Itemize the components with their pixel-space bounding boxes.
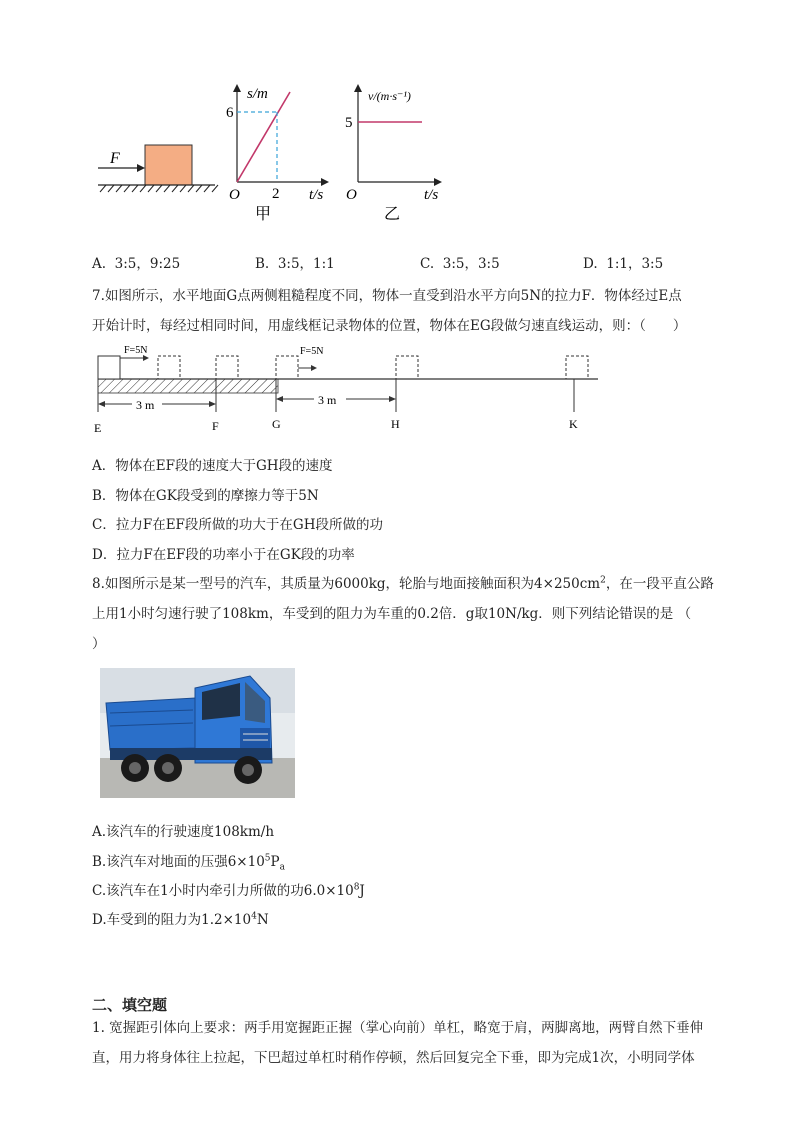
q7-option-a: A．物体在EF段的速度大于GH段的速度 bbox=[92, 458, 333, 474]
force-label: F=5N bbox=[300, 346, 324, 357]
q6-graph-s-t bbox=[225, 82, 335, 222]
origin-label: O bbox=[229, 187, 240, 203]
q6-option-c: C. 3:5，3:5 bbox=[420, 256, 500, 272]
q8-option-a: A.该汽车的行驶速度108km/h bbox=[92, 824, 275, 840]
point-label-e: E bbox=[94, 421, 102, 435]
point-label-h: H bbox=[391, 417, 400, 431]
q7-option-d: D．拉力F在EF段的功率小于在GK段的功率 bbox=[92, 547, 355, 563]
dump-truck-photo bbox=[100, 668, 295, 798]
point-label-f: F bbox=[212, 419, 219, 433]
q6-option-b: B. 3:5，1:1 bbox=[255, 256, 335, 272]
y-tick-label: 5 bbox=[345, 115, 353, 131]
q8-option-c: C.该汽车在1小时内牵引力所做的功$6.0\times 10^8J$ bbox=[92, 882, 365, 899]
force-label: F=5N bbox=[124, 345, 148, 356]
graph-caption: 乙 bbox=[384, 206, 401, 222]
q7-stem-line2: 开始计时，每经过相同时间，用虚线框记录物体的位置，物体在EG段做匀速直线运动，则：（ ） bbox=[92, 318, 687, 334]
origin-label: O bbox=[346, 187, 357, 203]
q7-option-c: C．拉力F在EF段所做的功大于在GH段所做的功 bbox=[92, 517, 383, 533]
q6-option-a: A. 3:5，9:25 bbox=[92, 256, 181, 272]
section-title: 二、填空题 bbox=[92, 996, 168, 1014]
x-axis-label: t/s bbox=[424, 187, 439, 203]
q8-stem-line1: 8.如图所示是某一型号的汽车，其质量为6000kg，轮胎与地面接触面积为$4\times 250cm^2$，在一段平直公路 bbox=[92, 575, 714, 592]
q8-option-d: D.车受到的阻力为$1.2\times 10^4N$ bbox=[92, 911, 269, 928]
point-label-k: K bbox=[569, 417, 578, 431]
force-label: F bbox=[110, 150, 120, 167]
q7-motion-diagram bbox=[92, 342, 612, 437]
q6-block-diagram bbox=[90, 130, 225, 200]
y-axis-label: v/(m·s⁻¹) bbox=[368, 89, 411, 103]
q7-stem-line1: 7.如图所示，水平地面G点两侧粗糙程度不同，物体一直受到沿水平方向5N的拉力F．物体经过E点 bbox=[92, 288, 682, 304]
fill-q1-line1: 1. 宽握距引体向上要求：两手用宽握距正握（掌心向前）单杠，略宽于肩，两脚离地，两臂自然下垂伸 bbox=[92, 1020, 704, 1036]
q8-stem-line3: ） bbox=[92, 636, 106, 652]
distance-label: 3 m bbox=[136, 398, 155, 412]
q8-option-b: B.该汽车对地面的压强$6\times 10^5P_a$ bbox=[92, 853, 285, 873]
q6-graph-v-t bbox=[340, 82, 450, 222]
x-axis-label: t/s bbox=[309, 187, 324, 203]
y-tick-label: 6 bbox=[226, 105, 234, 121]
graph-caption: 甲 bbox=[255, 206, 272, 222]
distance-label: 3 m bbox=[318, 393, 337, 407]
q7-option-b: B．物体在GK段受到的摩擦力等于5N bbox=[92, 488, 319, 504]
point-label-g: G bbox=[272, 417, 281, 431]
q8-stem-line2: 上用1小时匀速行驶了108km，车受到的阻力为车重的0.2倍．g取10N/kg．则下列结论错误的是 （ bbox=[92, 606, 692, 622]
q6-option-d: D. 1:1，3:5 bbox=[583, 256, 664, 272]
fill-q1-line2: 直，用力将身体往上拉起，下巴超过单杠时稍作停顿，然后回复完全下垂，即为完成1次，小明同学体 bbox=[92, 1050, 695, 1066]
x-tick-label: 2 bbox=[272, 186, 280, 202]
y-axis-label: s/m bbox=[247, 86, 268, 102]
